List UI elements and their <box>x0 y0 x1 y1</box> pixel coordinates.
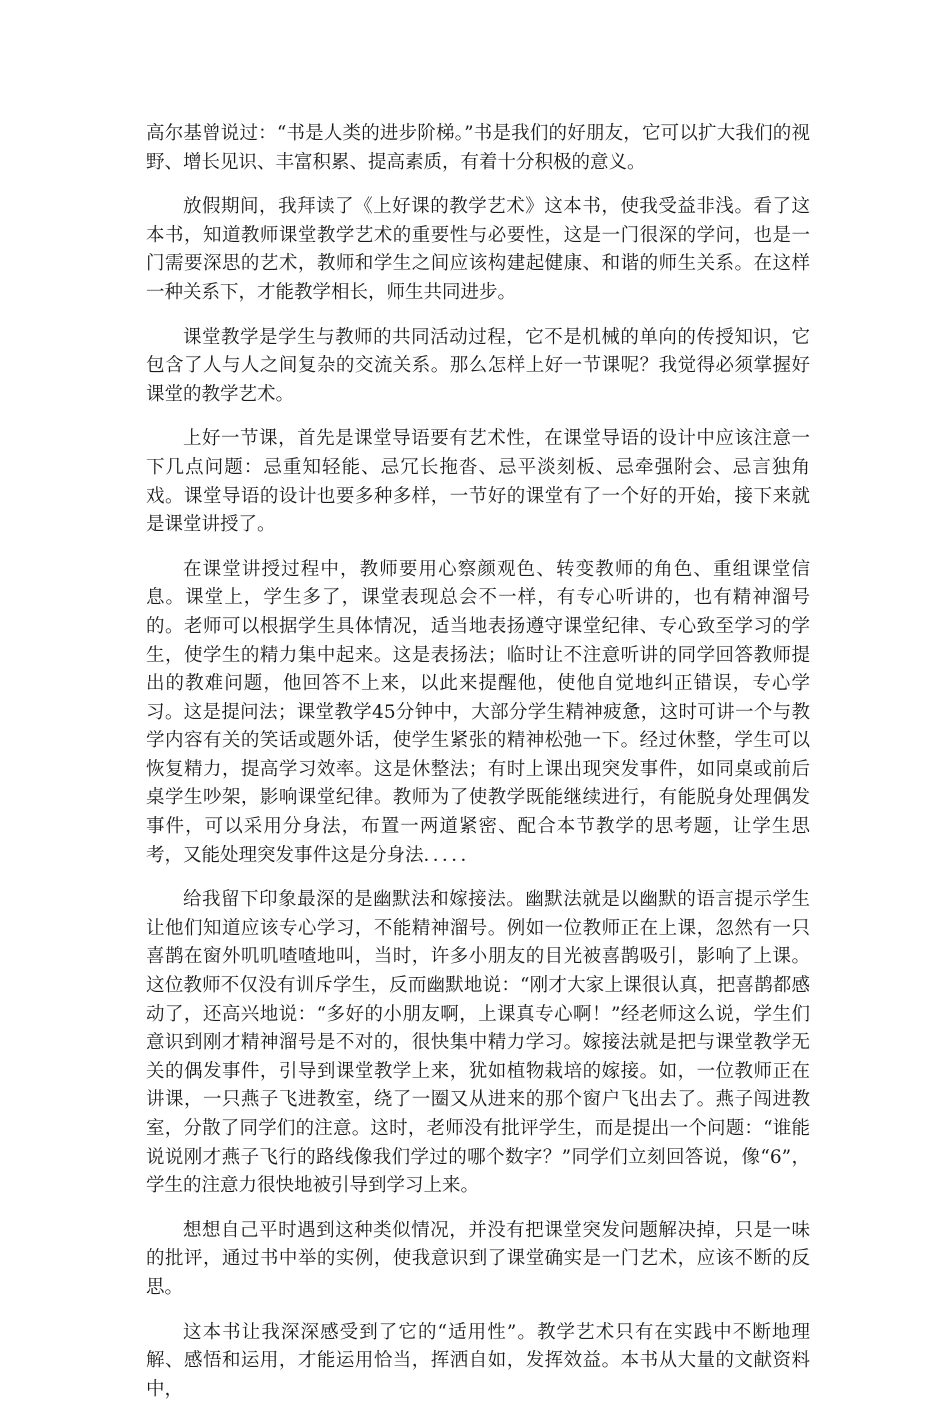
paragraph-lesson-introduction: 上好一节课，首先是课堂导语要有艺术性，在课堂导语的设计中应该注意一下几点问题：忌重知轻能、忌冗长拖沓、忌平淡刻板、忌牵强附会、忌言独角戏。课堂导语的设计也要多种多样，一节好的课堂有了一个好的开始，接下来就是课堂讲授了。 <box>146 428 810 536</box>
paragraph-book-reading: 放假期间，我拜读了《上好课的教学艺术》这本书，使我受益非浅。看了这本书，知道教师课堂教学艺术的重要性与必要性，这是一门很深的学问，也是一门需要深思的艺术，教师和学生之间应该构建起健康、和谐的师生关系。在这样一种关系下，才能教学相长，师生共同进步。 <box>146 196 810 303</box>
paragraph-gorky-quote: 高尔基曾说过：“书是人类的进步阶梯。”书是我们的好朋友，它可以扩大我们的视野、增长见识、丰富积累、提高素质，有着十分积极的意义。 <box>146 123 810 173</box>
document-body <box>146 120 810 1420</box>
paragraph-applicability: 这本书让我深深感受到了它的“适用性”。教学艺术只有在实践中不断地理解、感悟和运用，才能运用恰当，挥洒自如，发挥效益。本书从大量的文献资料中， <box>146 1321 810 1400</box>
paragraph-humor-grafting: 给我留下印象最深的是幽默法和嫁接法。幽默法就是以幽默的语言提示学生让他们知道应该专心学习，不能精神溜号。例如一位教师正在上课，忽然有一只喜鹊在窗外叽叽喳喳地叫，当时，许多小朋友的目光被喜鹊吸引，影响了上课。这位教师不仅没有训斥学生，反而幽默地说：“刚才大家上课很认真，把喜鹊都感动了，还高兴地说：“多好的小朋友啊，上课真专心啊！”经老师这么说，学生们意识到刚才精神溜号是不对的，很快集中精力学习。嫁接法就是把与课堂教学无关的偶发事件，引导到课堂教学上来，犹如植物栽培的嫁接。如，一位教师正在讲课，一只燕子飞进教室，绕了一圈又从进来的那个窗户飞出去了。燕子闯进教室，分散了同学们的注意。这时，老师没有批评学生，而是提出一个问题：“谁能说说刚才燕子飞行的路线像我们学过的哪个数字？”同学们立刻回答说，像“6”，学生的注意力很快地被引导到学习上来。 <box>146 889 810 1197</box>
paragraph-teaching-methods: 在课堂讲授过程中，教师要用心察颜观色、转变教师的角色、重组课堂信息。课堂上，学生多了，课堂表现总会不一样，有专心听讲的，也有精神溜号的。老师可以根据学生具体情况，适当地表扬遵守课堂纪律、专心致至学习的学生，使学生的精力集中起来。这是表扬法；临时让不注意听讲的同学回答教师提出的教难问题，他回答不上来，以此来提醒他，使他自觉地纠正错误，专心学习。这是提问法；课堂教学45分钟中，大部分学生精神疲惫，这时可讲一个与教学内容有关的笑话或题外话，使学生紧张的精神松弛一下。经过休整，学生可以恢复精力，提高学习效率。这是休整法；有时上课出现突发事件，如同桌或前后桌学生吵架，影响课堂纪律。教师为了使教学既能继续进行，有能脱身处理偶发事件，可以采用分身法，布置一两道紧密、配合本节教学的思考题，让学生思考，又能处理突发事件这是分身法．．．．． <box>146 558 810 866</box>
paragraph-classroom-teaching: 课堂教学是学生与教师的共同活动过程，它不是机械的单向的传授知识，它包含了人与人之间复杂的交流关系。那么怎样上好一节课呢？我觉得必须掌握好课堂的教学艺术。 <box>146 326 810 405</box>
paragraph-reflection: 想想自己平时遇到这种类似情况，并没有把课堂突发问题解决掉，只是一味的批评，通过书中举的实例，使我意识到了课堂确实是一门艺术，应该不断的反思。 <box>146 1219 810 1298</box>
